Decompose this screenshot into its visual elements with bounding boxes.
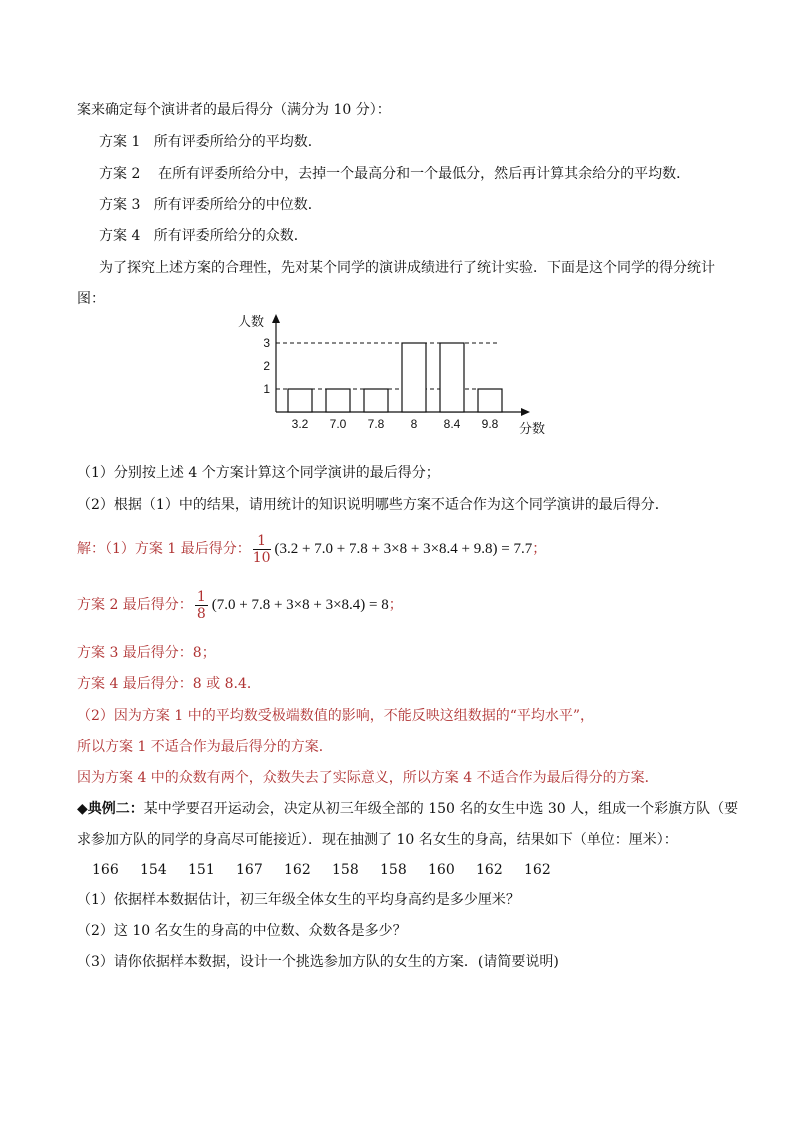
- plan-label: 方案 2: [99, 166, 141, 182]
- x-tick-label: 3.2: [291, 417, 309, 431]
- fraction-numerator: 1: [196, 588, 206, 605]
- plan-label: 方案 3: [99, 197, 141, 213]
- height-value: 158: [332, 862, 359, 878]
- plan-1: [99, 132, 322, 152]
- height-value: 154: [140, 862, 167, 878]
- fraction-numerator: 1: [253, 533, 271, 550]
- height-value: 167: [236, 862, 263, 878]
- example-2-title: 典例二：: [87, 801, 144, 817]
- plan-label: 方案 1: [99, 134, 141, 150]
- paragraph-line: 为了探究上述方案的合理性，先对某个同学的演讲成绩进行了统计实验．下面是这个同学的得分统计: [99, 260, 715, 276]
- y-axis-arrow-icon: [272, 314, 280, 323]
- bars-group: [276, 343, 502, 412]
- height-value: 162: [524, 862, 551, 878]
- solution-part-2: （2）因为方案 1 中的平均数受极端数值的影响，不能反映这组数据的“平均水平”，: [77, 708, 595, 724]
- x-tick-label: 8: [410, 417, 418, 431]
- x-tick-label: 7.0: [329, 417, 347, 431]
- solution-end: ；: [388, 597, 403, 613]
- plan-label: 方案 4: [99, 228, 141, 244]
- height-value: 151: [188, 862, 215, 878]
- formula: (3.2 + 7.0 + 7.8 + 3×8 + 3×8.4 + 9.8) = 7.7: [274, 541, 533, 557]
- plan-text: 所有评委所给分的平均数．: [153, 134, 322, 150]
- y-tick-label: 1: [263, 382, 270, 396]
- bar-8: [402, 343, 426, 412]
- x-ticks-group: [292, 417, 499, 431]
- solution-plan-4: 方案 4 最后得分：8 或 8.4．: [77, 676, 261, 692]
- example-2-text: 某中学要召开运动会，决定从初三年级全部的 150 名的女生中选 30 人，组成一个彩旗方队（要: [143, 801, 739, 817]
- example-2-line-1: [77, 799, 738, 819]
- example-2-line-2: 求参加方队的同学的身高尽可能接近）．现在抽测了 10 名女生的身高，结果如下（单位：厘米）：: [77, 832, 678, 848]
- solution-text: 方案 2 最后得分：: [77, 597, 193, 613]
- plan-text: 所有评委所给分的众数．: [153, 228, 308, 244]
- bar-7.0: [326, 389, 350, 412]
- solution-part-2: 因为方案 4 中的众数有两个，众数失去了实际意义，所以方案 4 不适合作为最后得分的方案．: [77, 770, 659, 786]
- solution-end: ；: [532, 541, 547, 557]
- score-histogram: [230, 308, 560, 438]
- plan-2: [99, 164, 690, 184]
- solution-plan-3: 方案 3 最后得分：8；: [77, 645, 216, 661]
- y-tick-label: 3: [263, 336, 270, 350]
- question-1: （1）分别按上述 4 个方案计算这个同学演讲的最后得分；: [77, 465, 440, 481]
- question-2: （2）根据（1）中的结果，请用统计的知识说明哪些方案不适合作为这个同学演讲的最后得分．: [77, 497, 669, 513]
- height-value: 162: [476, 862, 503, 878]
- heights-row: [92, 860, 572, 880]
- fraction-denominator: 8: [196, 605, 206, 622]
- height-value: 160: [428, 862, 455, 878]
- x-tick-label: 7.8: [367, 417, 385, 431]
- plan-3: [99, 195, 322, 215]
- plan-text: 在所有评委所给分中，去掉一个最高分和一个最低分，然后再计算其余给分的平均数．: [158, 166, 691, 182]
- y-tick-label: 2: [263, 359, 270, 373]
- plan-4: [99, 226, 308, 246]
- solution-plan-2: [77, 588, 403, 622]
- solution-text: 解：（1）方案 1 最后得分：: [77, 541, 251, 557]
- bar-7.8: [364, 389, 388, 412]
- x-tick-label: 9.8: [481, 417, 499, 431]
- height-value: 162: [284, 862, 311, 878]
- fraction-denominator: 10: [252, 549, 271, 566]
- solution-part-2: 所以方案 1 不适合作为最后得分的方案．: [77, 739, 333, 755]
- y-ticks-group: [263, 336, 270, 396]
- fraction: [253, 533, 271, 566]
- paragraph-line: 图：: [77, 291, 105, 307]
- example-2-question-1: （1）依据样本数据估计，初三年级全体女生的平均身高约是多少厘米？: [77, 892, 520, 908]
- x-axis-label: 分数: [519, 422, 546, 437]
- example-2-question-3: （3）请你依据样本数据，设计一个挑选参加方队的女生的方案．(请简要说明): [77, 954, 559, 970]
- intro-line: 案来确定每个演讲者的最后得分（满分为 10 分）：: [77, 102, 391, 118]
- solution-plan-1: [77, 532, 546, 566]
- x-axis-arrow-icon: [521, 408, 530, 416]
- height-value: 166: [92, 862, 119, 878]
- plan-text: 所有评委所给分的中位数．: [153, 197, 322, 213]
- y-axis-label: 人数: [238, 315, 265, 330]
- bar-9.8: [478, 389, 502, 412]
- diamond-icon: ◆: [77, 801, 88, 817]
- x-tick-label: 8.4: [443, 417, 461, 431]
- bar-3.2: [288, 389, 312, 412]
- fraction: [195, 589, 208, 622]
- height-value: 158: [380, 862, 407, 878]
- formula: (7.0 + 7.8 + 3×8 + 3×8.4) = 8: [211, 597, 389, 613]
- bar-8.4: [440, 343, 464, 412]
- example-2-question-2: （2）这 10 名女生的身高的中位数、众数各是多少？: [77, 923, 407, 939]
